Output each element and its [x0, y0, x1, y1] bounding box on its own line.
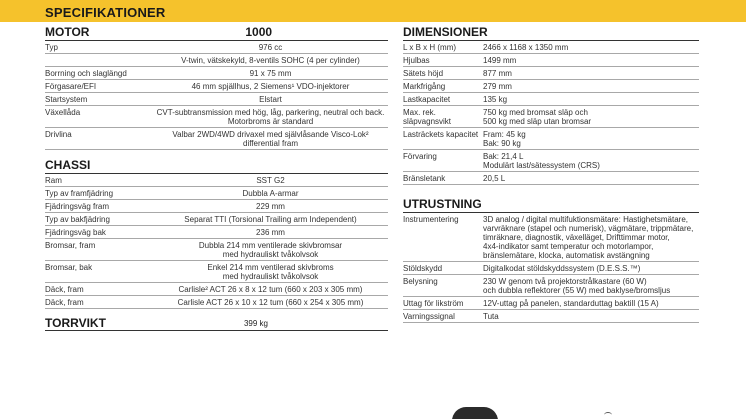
- vehicle-image: [452, 407, 498, 419]
- chassi-row: [45, 239, 388, 261]
- chassi-row-label: Däck, fram: [45, 285, 84, 294]
- motor-row-value: CVT-subtransmission med hög, låg, parkering, neutral och back. Motorbroms är standard: [156, 108, 385, 126]
- motor-row-value: V-twin, vätskekyld, 8-ventils SOHC (4 per cylinder): [181, 56, 360, 65]
- utrustning-row-value: Tuta: [483, 312, 499, 321]
- right-column: [403, 25, 699, 323]
- dimensioner-row: [403, 80, 699, 93]
- utrustning-row: [403, 213, 699, 262]
- motor-row-label: Startsystem: [45, 95, 88, 104]
- chassi-row-value: Dubbla 214 mm ventilerade skivbromsar med hydrauliskt tvåkolvsok: [198, 241, 343, 259]
- utrustning-row: [403, 310, 699, 323]
- torrvikt-section: [45, 313, 388, 331]
- motor-row-value: 46 mm spjällhus, 2 Siemens¹ VDO-injektorer: [191, 82, 350, 91]
- motor-row-value: 976 cc: [258, 43, 283, 52]
- dimensioner-row: [403, 93, 699, 106]
- motor-row: [45, 128, 388, 150]
- torrvikt-value: 399 kg: [243, 319, 268, 328]
- dimensioner-row-value: 135 kg: [483, 95, 508, 104]
- motor-row-label: Växellåda: [45, 108, 81, 117]
- motor-row-label: Borrning och slaglängd: [45, 69, 127, 78]
- dimensioner-row-label: Max. rek. släpvagnsvikt: [403, 108, 452, 126]
- utrustning-row-value: 3D analog / digital multifuktionsmätare: Hastighetsmätare, varvräknare (stapel och numerisk), vägmätare, trippmätare, timräknare, diagnostik, växelläget, Drifttimmar motor, 4x4-indikator samt temperatur och motorlampor, bränslemätare, klocka, automatisk avstängning: [483, 215, 694, 260]
- chassi-row: [45, 200, 388, 213]
- utrustning-section-title: UTRUSTNING: [403, 197, 482, 211]
- chassi-row: [45, 174, 388, 187]
- dimensioner-row-value: 877 mm: [483, 69, 512, 78]
- chassi-row-value: SST G2: [256, 176, 285, 185]
- utrustning-row: [403, 275, 699, 297]
- motor-row-value: 91 x 75 mm: [249, 69, 292, 78]
- dimensioner-row: [403, 54, 699, 67]
- dimensioner-section-title: DIMENSIONER: [403, 25, 488, 39]
- motor-row: [45, 93, 388, 106]
- chassi-row: [45, 283, 388, 296]
- dimensioner-row-label: Hjulbas: [403, 56, 430, 65]
- chassi-row-value: 236 mm: [256, 228, 285, 237]
- utrustning-row-value: 230 W genom två projektorstrålkastare (60 W) och dubbla reflektorer (55 W) med baklyse/bromsljus: [483, 277, 671, 295]
- motor-row: [45, 41, 388, 54]
- chassi-row-label: Däck, fram: [45, 298, 84, 307]
- chassi-row-value: Dubbla A-armar: [242, 189, 299, 198]
- chassi-row: [45, 187, 388, 200]
- chassi-row: [45, 296, 388, 309]
- chassi-row-label: Typ av framfjädring: [45, 189, 114, 198]
- motor-section-title: MOTOR: [45, 25, 90, 39]
- dimensioner-row: [403, 150, 699, 172]
- dimensioner-row: [403, 128, 699, 150]
- dimensioner-row-value: 750 kg med bromsat släp och 500 kg med släp utan bromsar: [483, 108, 592, 126]
- dimensioner-row-value: 1499 mm: [483, 56, 517, 65]
- motor-row: [45, 106, 388, 128]
- utrustning-table: [403, 213, 699, 323]
- chassi-row-label: Bromsar, fram: [45, 241, 96, 250]
- motor-row-label: Drivlina: [45, 130, 72, 139]
- motor-model-label: 1000: [245, 25, 273, 39]
- motor-row-value: Valbar 2WD/4WD drivaxel med självlåsande Visco-Lok² differential fram: [172, 130, 369, 148]
- chassi-row-label: Fjädringsväg fram: [45, 202, 110, 211]
- chassi-table: [45, 174, 388, 309]
- left-column: [45, 25, 388, 331]
- motor-row-label: Förgasare/EFI: [45, 82, 97, 91]
- motor-table: [45, 41, 388, 150]
- dimensioner-row: [403, 41, 699, 54]
- utrustning-row-label: Uttag för likström: [403, 299, 464, 308]
- decorative-mark: [604, 412, 612, 418]
- utrustning-row-label: Stöldskydd: [403, 264, 443, 273]
- utrustning-row-label: Belysning: [403, 277, 438, 286]
- motor-row-label: Typ: [45, 43, 58, 52]
- header-bar: [0, 0, 746, 22]
- motor-row-label: [45, 54, 153, 66]
- utrustning-row: [403, 297, 699, 310]
- dimensioner-row-label: Markfrigång: [403, 82, 446, 91]
- dimensioner-row-label: Lasträckets kapacitet: [403, 130, 479, 139]
- motor-section-header: [45, 25, 388, 41]
- utrustning-row-label: Varningssignal: [403, 312, 455, 321]
- dimensioner-table: [403, 41, 699, 185]
- dimensioner-row-label: L x B x H (mm): [403, 43, 457, 52]
- dimensioner-row-value: Fram: 45 kg Bak: 90 kg: [483, 130, 526, 148]
- chassi-section-header: [45, 158, 388, 174]
- chassi-row-label: Ram: [45, 176, 62, 185]
- chassi-section-title: CHASSI: [45, 158, 91, 172]
- dimensioner-section-header: [403, 25, 699, 41]
- dimensioner-row-value: Bak: 21,4 L Modulärt last/sätessystem (CRS): [483, 152, 600, 170]
- chassi-row-value: 229 mm: [256, 202, 285, 211]
- motor-row: [45, 54, 388, 67]
- dimensioner-row: [403, 172, 699, 185]
- chassi-row-label: Bromsar, bak: [45, 263, 93, 272]
- dimensioner-row-value: 279 mm: [483, 82, 512, 91]
- chassi-row: [45, 213, 388, 226]
- chassi-row-value: Carlisle ACT 26 x 10 x 12 tum (660 x 254 x 305 mm): [177, 298, 364, 307]
- dimensioner-row-label: Förvaring: [403, 152, 437, 161]
- page-title: SPECIFIKATIONER: [45, 5, 166, 20]
- utrustning-row: [403, 262, 699, 275]
- utrustning-section-header: [403, 197, 699, 213]
- torrvikt-title: TORRVIKT: [45, 316, 106, 330]
- dimensioner-row-value: 20,5 L: [483, 174, 506, 183]
- dimensioner-row-value: 2466 x 1168 x 1350 mm: [483, 43, 569, 52]
- utrustning-row-value: Digitalkodat stöldskyddssystem (D.E.S.S.™): [483, 264, 641, 273]
- chassi-row-value: Separat TTI (Torsional Trailing arm Independent): [184, 215, 357, 224]
- dimensioner-row-label: Lastkapacitet: [403, 95, 451, 104]
- chassi-row: [45, 226, 388, 239]
- chassi-row-label: Typ av bakfjädring: [45, 215, 110, 224]
- dimensioner-row-label: Sätets höjd: [403, 69, 444, 78]
- utrustning-row-value: 12V-uttag på panelen, standarduttag baktill (15 A): [483, 299, 659, 308]
- chassi-row-value: Carlisle² ACT 26 x 8 x 12 tum (660 x 203 x 305 mm): [178, 285, 363, 294]
- dimensioner-row: [403, 106, 699, 128]
- dimensioner-row-label: Bränsletank: [403, 174, 446, 183]
- chassi-row: [45, 261, 388, 283]
- motor-row-value: Elstart: [259, 95, 282, 104]
- dimensioner-row: [403, 67, 699, 80]
- motor-row: [45, 67, 388, 80]
- chassi-row-label: Fjädringsväg bak: [45, 228, 106, 237]
- utrustning-row-label: Instrumentering: [403, 215, 459, 224]
- chassi-row-value: Enkel 214 mm ventilerad skivbroms med hydrauliskt tvåkolvsok: [207, 263, 334, 281]
- motor-row: [45, 80, 388, 93]
